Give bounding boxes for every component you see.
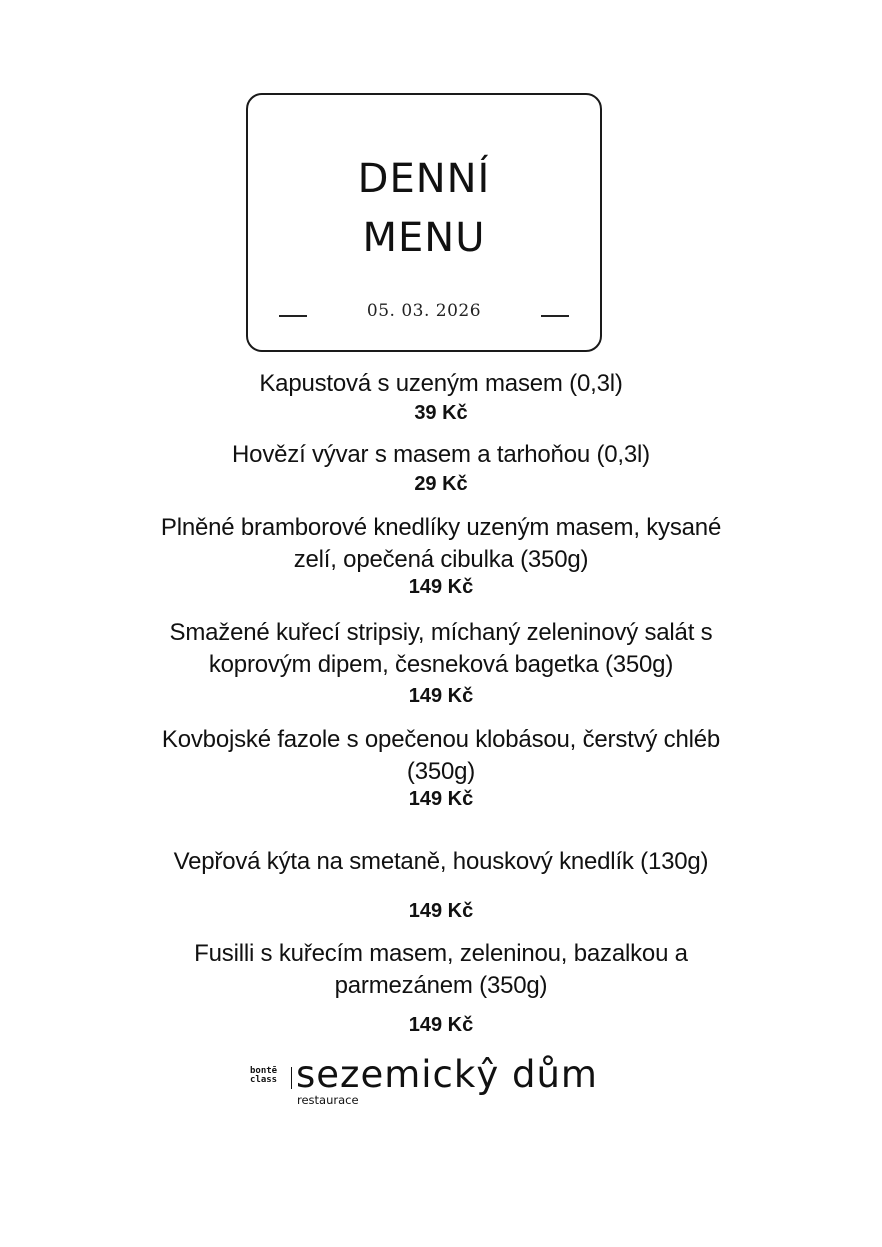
menu-item-name-line1: Kovbojské fazole s opečenou klobásou, čerstvý chléb [161,726,721,753]
logo-subtitle: restaurace [297,1093,359,1107]
menu-item-price: 149 Kč [408,900,474,922]
menu-item-7 [80,938,802,1037]
menu-item-price: 39 Kč [414,402,468,424]
logo-divider [291,1067,292,1089]
menu-item-5 [80,724,802,811]
logo-small-line2: class [250,1075,278,1085]
menu-item-name: Hovězí vývar s masem a tarhoňou (0,3l) [232,441,650,468]
menu-item-name-line2: parmezánem (350g) [334,972,548,999]
menu-title-line1: DENNÍ [357,156,491,202]
menu-item-name-line1: Plněné bramborové knedlíky uzeným masem, kysané [160,514,722,541]
menu-item-price: 29 Kč [414,473,468,495]
restaurant-logo [250,1053,610,1108]
menu-item-price: 149 Kč [408,788,474,810]
menu-date: 05. 03. 2026 [366,301,482,321]
logo-brand-name: sezemickŷ dům [296,1053,598,1096]
menu-item-name: Kapustová s uzeným masem (0,3l) [259,370,623,397]
menu-title-line2: MENU [362,215,486,261]
menu-item-price: 149 Kč [408,576,474,598]
logo-small-line1: bontē [250,1066,278,1076]
decorative-dash-right [541,315,569,317]
menu-item-name-line1: Fusilli s kuřecím masem, zeleninou, bazalkou a [194,940,688,967]
menu-item-name: Vepřová kýta na smetaně, houskový knedlík (130g) [173,848,709,875]
menu-header-box [246,93,602,352]
menu-item-name-line2: zelí, opečená cibulka (350g) [293,546,589,573]
menu-item-3 [80,512,802,599]
menu-item-name-line2: (350g) [406,758,476,785]
menu-item-price: 149 Kč [408,1014,474,1036]
menu-item-4 [80,617,802,708]
menu-item-1 [80,368,802,425]
menu-item-name-line1: Smažené kuřecí stripsiy, míchaný zeleninový salát s [169,619,713,646]
menu-item-name-line2: koprovým dipem, česneková bagetka (350g) [208,651,674,678]
menu-item-price: 149 Kč [408,685,474,707]
menu-item-2 [80,439,802,496]
logo-small-text [250,1067,277,1085]
menu-item-6 [80,846,802,923]
